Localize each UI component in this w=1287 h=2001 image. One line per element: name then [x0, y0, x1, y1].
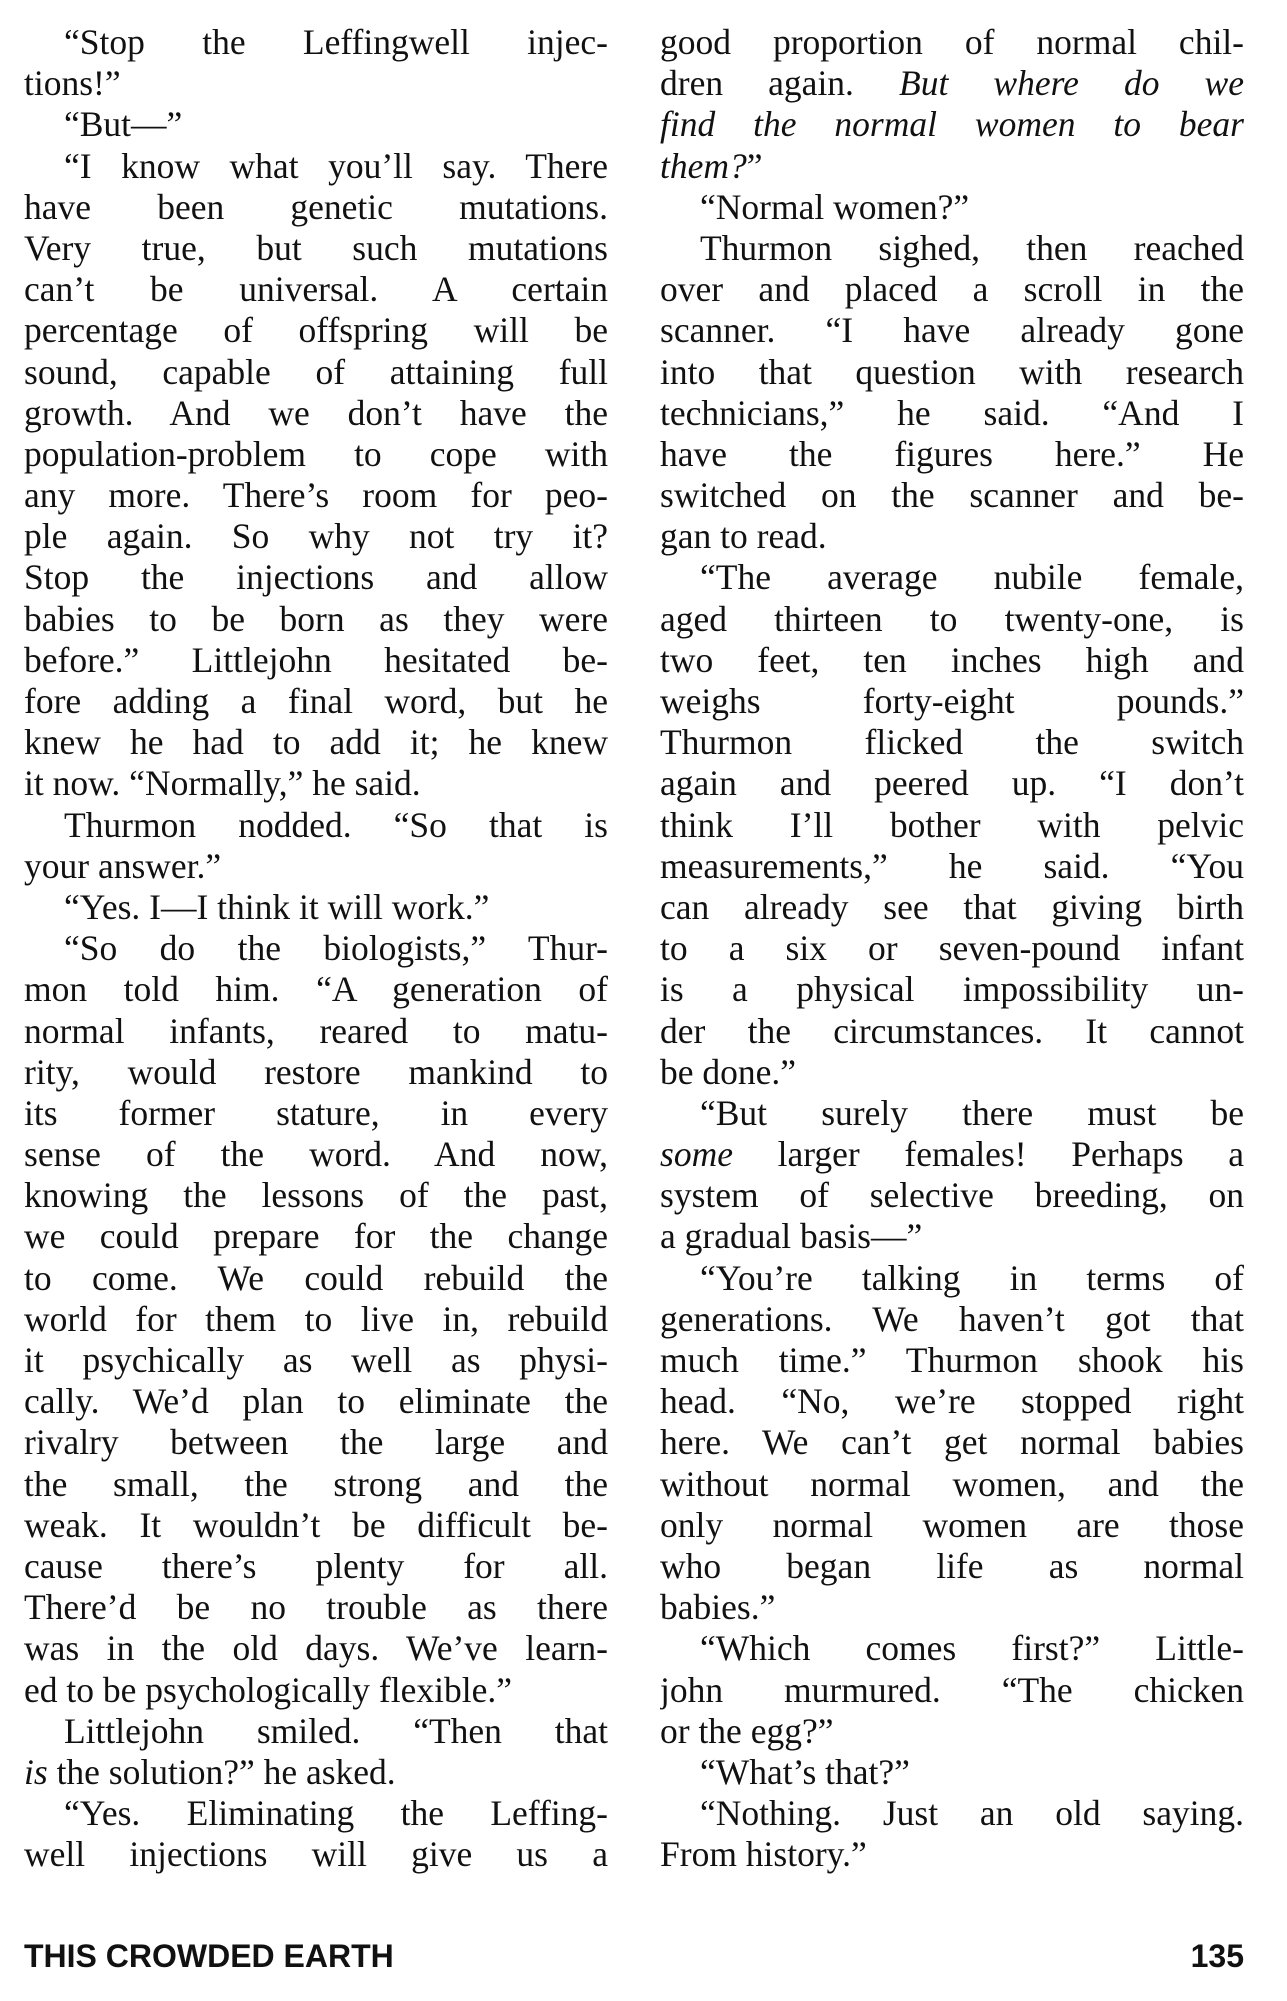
text-line: john murmured. “The chicken	[660, 1669, 1244, 1710]
text-line: well injections will give us a	[24, 1834, 608, 1875]
page-footer	[24, 1934, 1244, 1978]
text-line: “What’s that?”	[700, 1751, 910, 1792]
text-line: head. “No, we’re stopped right	[660, 1381, 1244, 1422]
text-line: “But surely there must be	[700, 1092, 1244, 1133]
text-line: a gradual basis—”	[660, 1216, 923, 1257]
right-text-column	[660, 22, 1244, 1875]
text-line: “The average nubile female,	[700, 557, 1244, 598]
text-line: rity, would restore mankind to	[24, 1051, 608, 1092]
text-line: “Stop the Leffingwell injec-	[64, 22, 608, 62]
text-line: Very true, but such mutations	[24, 227, 608, 268]
text-line: your answer.”	[24, 845, 222, 886]
text-line: only normal women are those	[660, 1504, 1244, 1545]
text-line: Thurmon nodded. “So that is	[64, 804, 608, 845]
text-line: “Normal women?”	[700, 186, 970, 227]
text-line: them?”	[660, 145, 763, 186]
text-line: “Nothing. Just an old saying.	[700, 1793, 1244, 1834]
text-line: before.” Littlejohn hesitated be-	[24, 639, 608, 680]
text-line: some larger females! Perhaps a	[660, 1134, 1244, 1175]
running-title: THIS CROWDED EARTH	[24, 1938, 394, 1974]
page-number: 135	[1190, 1938, 1244, 1974]
text-line: have been genetic mutations.	[24, 186, 608, 227]
text-line: world for them to live in, rebuild	[24, 1298, 608, 1339]
text-line: “Yes. Eliminating the Leffing-	[64, 1793, 608, 1834]
text-line: “But—”	[64, 104, 183, 145]
text-line: fore adding a final word, but he	[24, 681, 608, 721]
text-line: There’d be no trouble as there	[24, 1587, 608, 1628]
text-line: “Which comes first?” Little-	[700, 1628, 1244, 1669]
text-line: much time.” Thurmon shook his	[660, 1340, 1244, 1380]
text-line: can already see that giving birth	[660, 886, 1244, 927]
text-line: dren again. But where do we	[660, 63, 1244, 104]
text-line: to come. We could rebuild the	[24, 1257, 608, 1298]
text-line: From history.”	[660, 1834, 867, 1875]
text-line: aged thirteen to twenty-one, is	[660, 598, 1244, 639]
text-line: “You’re talking in terms of	[700, 1257, 1244, 1298]
text-line: mon told him. “A generation of	[24, 969, 608, 1010]
text-line: scanner. “I have already gone	[660, 310, 1244, 351]
text-line: measurements,” he said. “You	[660, 845, 1244, 886]
text-line: population-problem to cope with	[24, 433, 608, 474]
text-line: switched on the scanner and be-	[660, 475, 1244, 516]
text-line: ed to be psychologically flexible.”	[24, 1669, 512, 1710]
text-line: generations. We haven’t got that	[660, 1298, 1244, 1339]
text-line: ple again. So why not try it?	[24, 516, 608, 557]
text-line: Stop the injections and allow	[24, 557, 608, 598]
text-line: knowing the lessons of the past,	[24, 1175, 608, 1216]
text-line: was in the old days. We’ve learn-	[24, 1628, 608, 1669]
text-line: is a physical impossibility un-	[660, 969, 1244, 1010]
text-line: be done.”	[660, 1051, 797, 1092]
text-line: here. We can’t get normal babies	[660, 1422, 1244, 1463]
text-line: normal infants, reared to matu-	[24, 1010, 608, 1051]
text-line: who began life as normal	[660, 1545, 1244, 1586]
text-line: Thurmon flicked the switch	[660, 722, 1244, 763]
text-line: is the solution?” he asked.	[24, 1751, 396, 1792]
text-line: its former stature, in every	[24, 1092, 608, 1133]
text-line: into that question with research	[660, 351, 1244, 392]
text-line: rivalry between the large and	[24, 1422, 608, 1463]
text-line: weak. It wouldn’t be difficult be-	[24, 1504, 608, 1545]
text-line: knew he had to add it; he knew	[24, 722, 608, 763]
text-line: “I know what you’ll say. There	[64, 145, 608, 186]
text-line: to a six or seven-pound infant	[660, 928, 1244, 969]
text-line: percentage of offspring will be	[24, 310, 608, 351]
text-line: cause there’s plenty for all.	[24, 1545, 608, 1586]
text-line: find the normal women to bear	[660, 104, 1244, 145]
text-line: gan to read.	[660, 516, 827, 557]
text-line: can’t be universal. A certain	[24, 269, 608, 310]
text-line: “Yes. I—I think it will work.”	[64, 886, 490, 927]
text-line: again and peered up. “I don’t	[660, 763, 1244, 804]
text-line: the small, the strong and the	[24, 1463, 608, 1504]
text-line: der the circumstances. It cannot	[660, 1010, 1244, 1051]
text-line: technicians,” he said. “And I	[660, 392, 1244, 433]
text-line: growth. And we don’t have the	[24, 392, 608, 433]
text-line: babies to be born as they were	[24, 598, 608, 639]
text-line: cally. We’d plan to eliminate the	[24, 1381, 608, 1422]
text-line: we could prepare for the change	[24, 1216, 608, 1257]
text-line: weighs forty-eight pounds.”	[660, 681, 1244, 721]
text-line: tions!”	[24, 63, 121, 104]
text-line: have the figures here.” He	[660, 433, 1244, 474]
text-line: Littlejohn smiled. “Then that	[64, 1710, 608, 1751]
text-line: Thurmon sighed, then reached	[700, 227, 1244, 268]
text-line: system of selective breeding, on	[660, 1175, 1244, 1216]
text-line: without normal women, and the	[660, 1463, 1244, 1504]
text-line: two feet, ten inches high and	[660, 639, 1244, 680]
text-line: sound, capable of attaining full	[24, 351, 608, 392]
text-line: good proportion of normal chil-	[660, 22, 1244, 62]
text-line: it psychically as well as physi-	[24, 1340, 608, 1380]
text-line: think I’ll bother with pelvic	[660, 804, 1244, 845]
text-line: over and placed a scroll in the	[660, 269, 1244, 310]
text-line: “So do the biologists,” Thur-	[64, 928, 608, 969]
left-text-column	[24, 22, 608, 1875]
text-line: any more. There’s room for peo-	[24, 475, 608, 516]
text-line: or the egg?”	[660, 1710, 834, 1751]
text-line: babies.”	[660, 1587, 776, 1628]
text-line: it now. “Normally,” he said.	[24, 763, 421, 804]
text-line: sense of the word. And now,	[24, 1134, 608, 1175]
